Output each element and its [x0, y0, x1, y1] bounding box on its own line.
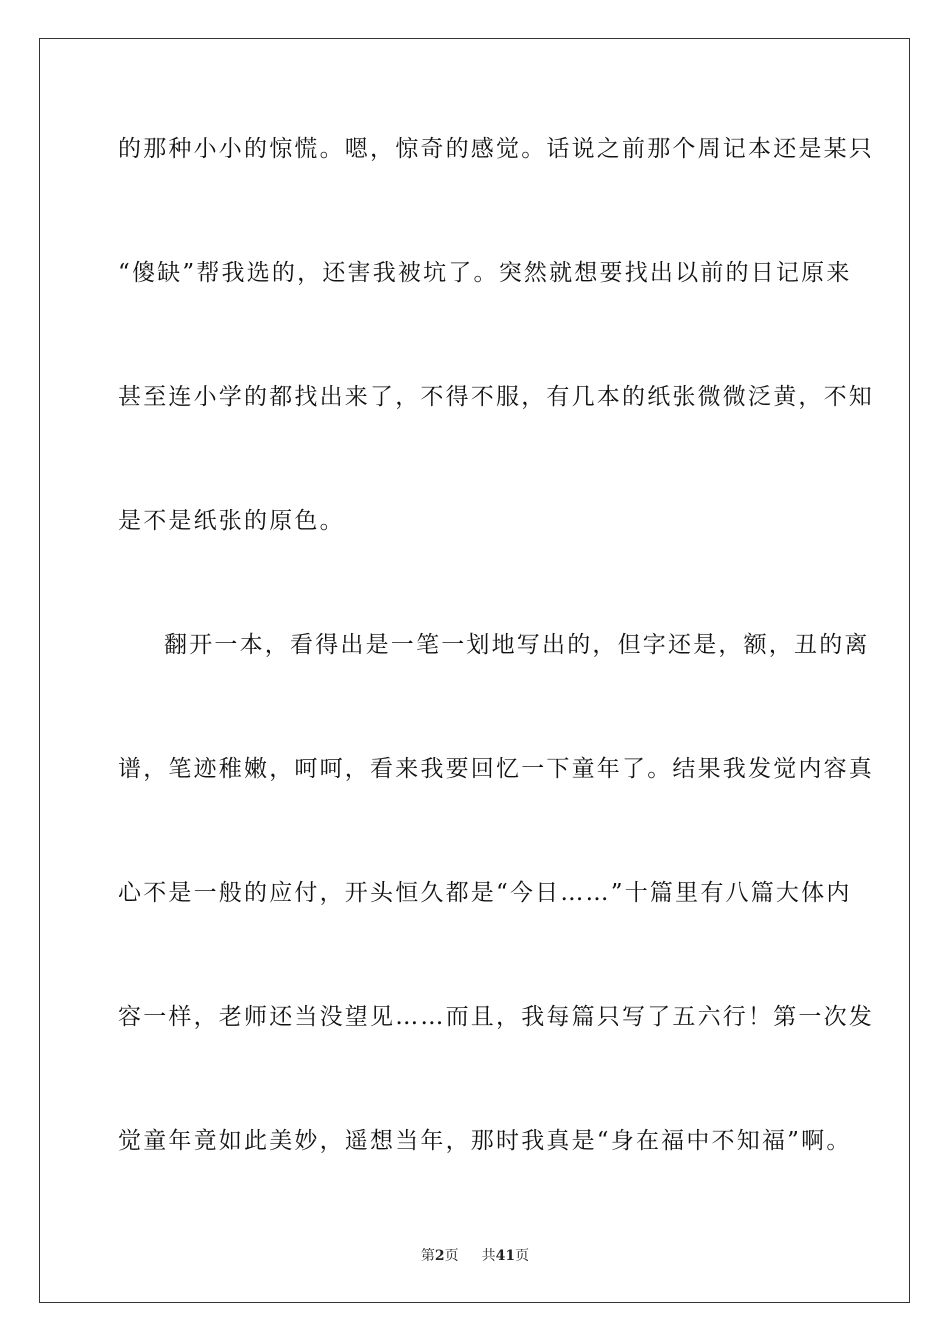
paragraph-start-line: 翻开一本，看得出是一笔一划地写出的，但字还是，额，丑的离: [164, 632, 870, 658]
page-suffix: 页: [444, 1248, 459, 1264]
text-line: 觉童年竟如此美妙，遥想当年，那时我真是“身在福中不知福”啊。: [118, 1128, 852, 1154]
total-suffix: 页: [515, 1248, 530, 1264]
page-footer: [0, 1247, 950, 1265]
page-number: 2: [434, 1248, 445, 1264]
total-pages: 41: [495, 1248, 516, 1264]
page-indicator: [421, 1247, 459, 1265]
page-border: [39, 38, 910, 1303]
text-line: 甚至连小学的都找出来了，不得不服，有几本的纸张微微泛黄，不知: [118, 384, 874, 410]
total-prefix: 共: [481, 1248, 496, 1264]
text-line: 是不是纸张的原色。: [118, 508, 345, 534]
text-line: 的那种小小的惊慌。嗯，惊奇的感觉。话说之前那个周记本还是某只: [118, 136, 874, 162]
text-line: “傻缺”帮我选的，还害我被坑了。突然就想要找出以前的日记原来: [118, 260, 852, 286]
page-prefix: 第: [420, 1248, 435, 1264]
text-line: 谱，笔迹稚嫩，呵呵，看来我要回忆一下童年了。结果我发觉内容真: [118, 756, 874, 782]
total-pages-indicator: [482, 1247, 529, 1265]
text-line: 容一样，老师还当没望见……而且，我每篇只写了五六行！第一次发: [118, 1004, 874, 1030]
text-line: 心不是一般的应付，开头恒久都是“今日……”十篇里有八篇大体内: [118, 880, 852, 906]
